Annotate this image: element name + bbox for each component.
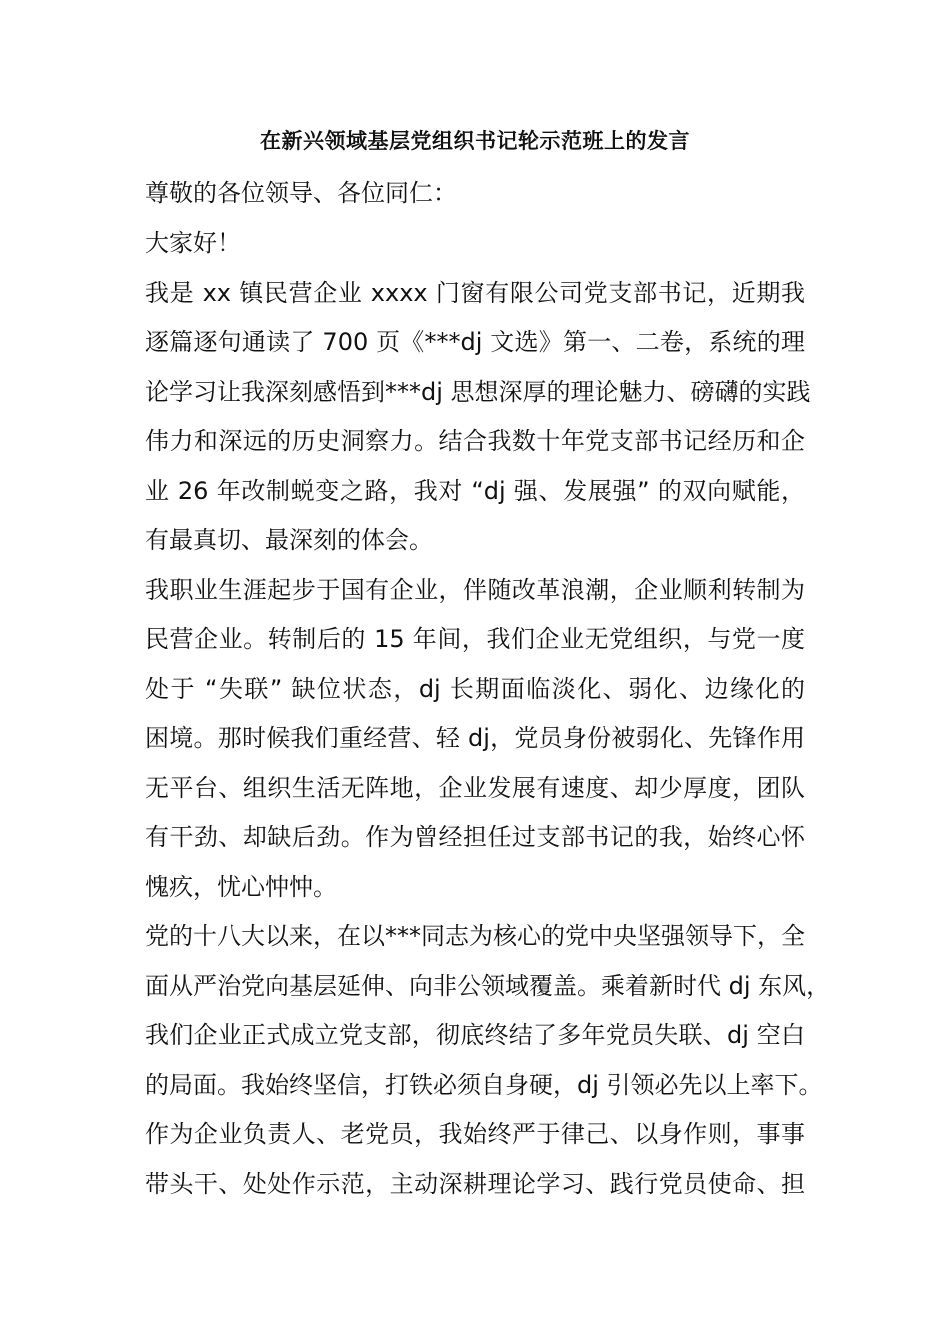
paragraph-line: 党的十八大以来，在以***同志为核心的党中央坚强领导下，全 bbox=[145, 922, 805, 950]
paragraph-line: 伟力和深远的历史洞察力。结合我数十年党支部书记经历和企 bbox=[145, 427, 805, 455]
greeting-line: 大家好！ bbox=[145, 229, 241, 257]
paragraph-line: 愧疚，忧心忡忡。 bbox=[145, 873, 337, 901]
paragraph-line: 论学习让我深刻感悟到***dj 思想深厚的理论魅力、磅礴的实践 bbox=[145, 378, 811, 406]
paragraph-line: 我是 xx 镇民营企业 xxxx 门窗有限公司党支部书记，近期我 bbox=[145, 279, 805, 307]
document-title: 在新兴领域基层党组织书记轮示范班上的发言 bbox=[260, 129, 690, 153]
paragraph-line: 逐篇逐句通读了 700 页《***dj 文选》第一、二卷，系统的理 bbox=[145, 328, 805, 356]
paragraph-line: 我职业生涯起步于国有企业，伴随改革浪潮，企业顺利转制为 bbox=[145, 576, 805, 604]
paragraph-line: 民营企业。转制后的 15 年间，我们企业无党组织，与党一度 bbox=[145, 625, 805, 653]
paragraph-line: 有最真切、最深刻的体会。 bbox=[145, 526, 433, 554]
paragraph-line: 带头干、处处作示范，主动深耕理论学习、践行党员使命、担 bbox=[145, 1170, 805, 1198]
paragraph-line: 作为企业负责人、老党员，我始终严于律己、以身作则，事事 bbox=[145, 1120, 805, 1148]
paragraph-line: 业 26 年改制蜕变之路，我对 “dj 强、发展强” 的双向赋能， bbox=[145, 477, 805, 505]
paragraph-line: 面从严治党向基层延伸、向非公领域覆盖。乘着新时代 dj 东风， bbox=[145, 972, 831, 1000]
paragraph-line: 处于 “失联” 缺位状态，dj 长期面临淡化、弱化、边缘化的 bbox=[145, 675, 805, 703]
paragraph-line: 我们企业正式成立党支部，彻底终结了多年党员失联、dj 空白 bbox=[145, 1021, 805, 1049]
paragraph-line: 无平台、组织生活无阵地，企业发展有速度、却少厚度，团队 bbox=[145, 774, 805, 802]
paragraph-line: 的局面。我始终坚信，打铁必须自身硬，dj 引领必先以上率下。 bbox=[145, 1071, 823, 1099]
salutation-line: 尊敬的各位领导、各位同仁： bbox=[145, 179, 457, 207]
paragraph-line: 有干劲、却缺后劲。作为曾经担任过支部书记的我，始终心怀 bbox=[145, 823, 805, 851]
paragraph-line: 困境。那时候我们重经营、轻 dj，党员身份被弱化、先锋作用 bbox=[145, 724, 805, 752]
